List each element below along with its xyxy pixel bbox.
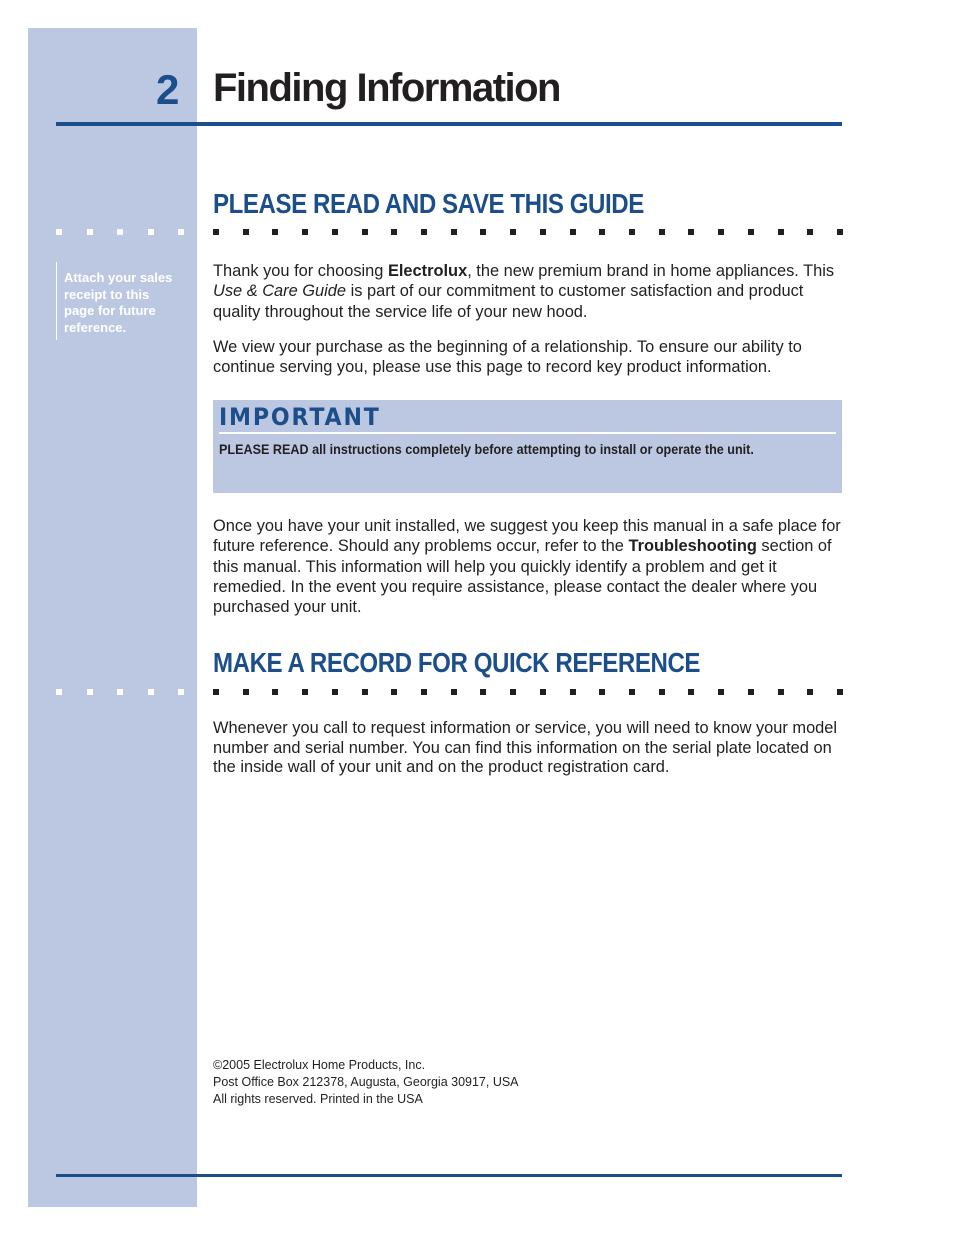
- divider-dot: [451, 689, 457, 695]
- divider-dot: [451, 229, 457, 235]
- divider-dot: [421, 689, 427, 695]
- divider-dot: [272, 689, 278, 695]
- storage-text-a: Once you have your unit installed, we suggest you keep this manual in a safe place for future reference. Should any problems occur, refer to the: [213, 517, 841, 556]
- relationship-paragraph: We view your purchase as the beginning of a relationship. To ensure our ability to continue serving you, please use this page to record key product information.: [213, 338, 802, 377]
- footer-line-company: ©2005 Electrolux Home Products, Inc.: [213, 1058, 426, 1072]
- copyright-footer: [213, 1057, 519, 1108]
- sidebar-panel: [28, 28, 197, 1207]
- important-rule: [219, 432, 836, 434]
- divider-dot: [599, 229, 605, 235]
- divider-dot: [178, 229, 184, 235]
- guide-name: Use & Care Guide: [213, 282, 347, 301]
- storage-paragraph: [213, 516, 841, 617]
- divider-dot: [748, 689, 754, 695]
- divider-dot: [540, 689, 546, 695]
- divider-dot: [599, 689, 605, 695]
- intro-text-c: is part of our commitment to customer satisfaction and product quality throughout the service life of your new hood.: [213, 282, 804, 321]
- section-dot-divider: [213, 689, 843, 695]
- sidebar-dot-divider: [56, 229, 184, 235]
- section-dot-divider: [213, 229, 843, 235]
- divider-dot: [148, 689, 154, 695]
- divider-dot: [659, 229, 665, 235]
- divider-dot: [362, 689, 368, 695]
- divider-dot: [117, 229, 123, 235]
- divider-dot: [213, 229, 219, 235]
- header-rule: [56, 122, 842, 126]
- footer-rule: [56, 1174, 842, 1177]
- intro-paragraph: [213, 261, 841, 322]
- divider-dot: [718, 229, 724, 235]
- divider-dot: [332, 229, 338, 235]
- divider-dot: [480, 229, 486, 235]
- divider-dot: [56, 229, 62, 235]
- divider-dot: [213, 689, 219, 695]
- divider-dot: [748, 229, 754, 235]
- divider-dot: [718, 689, 724, 695]
- divider-dot: [480, 689, 486, 695]
- divider-dot: [659, 689, 665, 695]
- important-notice: [213, 400, 842, 493]
- troubleshooting-ref: Troubleshooting: [628, 537, 757, 556]
- footer-line-address: Post Office Box 212378, Augusta, Georgia 30917, USA: [213, 1075, 519, 1089]
- divider-dot: [540, 229, 546, 235]
- sidebar-dot-divider: [56, 689, 184, 695]
- divider-dot: [56, 689, 62, 695]
- divider-dot: [243, 229, 249, 235]
- divider-dot: [629, 689, 635, 695]
- divider-dot: [332, 689, 338, 695]
- record-paragraph: Whenever you call to request information or service, you will need to know your model number and serial number. You can find this information on the serial plate located on the inside wall of your unit and on the product registration card.: [213, 719, 838, 776]
- divider-dot: [510, 229, 516, 235]
- sidebar-note: Attach your sales receipt to this page for future reference.: [56, 262, 182, 340]
- intro-text-b: , the new premium brand in home appliances. This: [467, 262, 835, 280]
- divider-dot: [243, 689, 249, 695]
- divider-dot: [272, 229, 278, 235]
- divider-dot: [570, 689, 576, 695]
- divider-dot: [302, 689, 308, 695]
- divider-dot: [837, 229, 843, 235]
- divider-dot: [87, 689, 93, 695]
- divider-dot: [837, 689, 843, 695]
- page-title: Finding Information: [213, 66, 560, 110]
- important-text: PLEASE READ all instructions completely before attempting to install or operate the unit.: [219, 441, 754, 457]
- divider-dot: [629, 229, 635, 235]
- divider-dot: [778, 229, 784, 235]
- divider-dot: [570, 229, 576, 235]
- divider-dot: [391, 689, 397, 695]
- divider-dot: [688, 689, 694, 695]
- divider-dot: [362, 229, 368, 235]
- section-heading-record: MAKE A RECORD FOR QUICK REFERENCE: [213, 647, 701, 678]
- storage-text-b: section of this manual. This information will help you quickly identify a problem and get it remedied. In the event you require assistance, please contact the dealer where you purchased your unit.: [213, 537, 832, 617]
- brand-name: Electrolux: [387, 262, 468, 280]
- divider-dot: [778, 689, 784, 695]
- divider-dot: [807, 229, 813, 235]
- important-title: IMPORTANT: [219, 403, 381, 431]
- intro-text-a: Thank you for choosing: [213, 262, 388, 280]
- divider-dot: [178, 689, 184, 695]
- divider-dot: [391, 229, 397, 235]
- page-number: 2: [156, 66, 180, 113]
- divider-dot: [807, 689, 813, 695]
- divider-dot: [510, 689, 516, 695]
- divider-dot: [302, 229, 308, 235]
- divider-dot: [117, 689, 123, 695]
- divider-dot: [148, 229, 154, 235]
- divider-dot: [688, 229, 694, 235]
- divider-dot: [87, 229, 93, 235]
- divider-dot: [421, 229, 427, 235]
- footer-line-rights: All rights reserved. Printed in the USA: [213, 1092, 423, 1106]
- section-heading-read-save: PLEASE READ AND SAVE THIS GUIDE: [213, 188, 644, 219]
